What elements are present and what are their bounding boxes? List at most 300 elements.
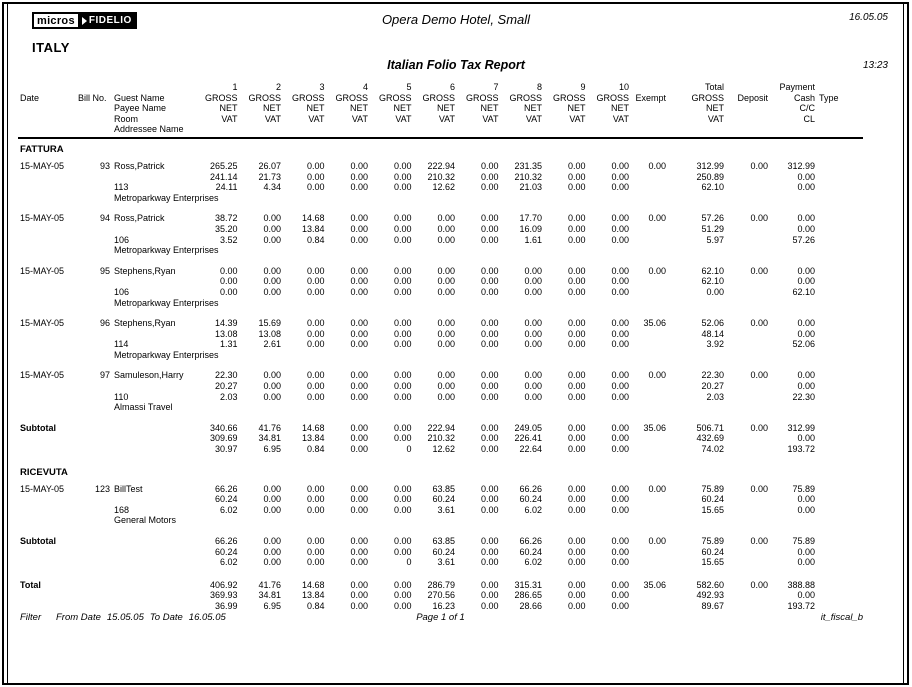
cell	[76, 381, 112, 392]
cell	[726, 172, 770, 183]
gross-header: GROSS	[378, 92, 412, 103]
cell	[631, 82, 668, 93]
vat-cell: 1.61	[524, 234, 542, 245]
gross-cell: 0.00	[611, 318, 629, 329]
vat-header: VAT	[264, 113, 281, 124]
cell	[817, 381, 843, 392]
cl-cell: 22.30	[792, 391, 815, 402]
cell	[544, 124, 588, 135]
date-cell: 15-MAY-05	[20, 483, 65, 494]
cell	[18, 298, 76, 309]
cell	[457, 515, 501, 526]
cell	[631, 276, 668, 287]
guest-name-header: Guest Name	[114, 92, 165, 103]
net-cell: 0.00	[393, 328, 412, 339]
total-net-cell: 20.27	[701, 381, 724, 392]
cell	[668, 298, 726, 309]
vat-header: VAT	[482, 113, 499, 124]
report-id: it_fiscal_b	[820, 612, 863, 623]
gross-header: GROSS	[509, 92, 542, 103]
vat-cell: 0.00	[567, 557, 586, 568]
total-gross-cell: 62.10	[701, 265, 724, 276]
cell	[726, 339, 770, 350]
gross-cell: 0.00	[567, 265, 586, 276]
net-cell: 0.00	[480, 223, 499, 234]
net-cell: 0.00	[567, 223, 586, 234]
cell	[817, 590, 843, 601]
cc-cell: 0.00	[797, 546, 815, 557]
total-gross-cell: 57.26	[701, 213, 724, 224]
net-cell: 0.00	[393, 223, 412, 234]
deposit-cell: 0.00	[750, 265, 768, 276]
total-net-header: NET	[706, 103, 724, 114]
cell	[817, 339, 843, 350]
cell	[817, 444, 843, 455]
net-cell: 0.00	[567, 171, 586, 182]
total-gross-cell: 506.71	[696, 422, 724, 433]
cell	[18, 339, 76, 350]
cell	[726, 182, 770, 193]
cell	[370, 193, 414, 204]
gross-cell: 0.00	[306, 160, 325, 171]
cell	[76, 235, 112, 246]
cell	[112, 444, 196, 455]
cell	[283, 515, 327, 526]
cell	[76, 329, 112, 340]
net-cell: 20.27	[214, 381, 238, 392]
cell	[18, 287, 76, 298]
cell	[327, 193, 371, 204]
cell	[726, 235, 770, 246]
cell	[588, 402, 632, 413]
gross-cell: 63.85	[432, 483, 455, 494]
total-vat-cell: 62.10	[701, 182, 724, 193]
cell	[817, 392, 843, 403]
total-gross-cell: 582.60	[696, 579, 724, 590]
cell	[631, 329, 668, 340]
vat-cell: 0.00	[480, 444, 499, 455]
cell	[240, 402, 284, 413]
payee-name-header: Payee Name	[114, 103, 167, 114]
gross-cell: 0.00	[480, 370, 499, 381]
bill-no-cell: 97	[99, 370, 110, 381]
vat-cell: 0.00	[306, 557, 325, 568]
to-date-label: To Date	[149, 612, 183, 623]
gross-cell: 0.00	[567, 370, 586, 381]
cell	[770, 193, 817, 204]
vat-cell: 0.00	[393, 391, 412, 402]
vat-cell: 0.00	[567, 600, 586, 611]
cell	[726, 515, 770, 526]
total-vat-cell: 3.92	[706, 339, 724, 350]
folio-row	[18, 266, 863, 308]
cell	[501, 402, 545, 413]
net-cell: 0.00	[524, 381, 542, 392]
cell	[631, 350, 668, 361]
bucket-number-header: 8	[536, 82, 542, 92]
vat-cell: 0.00	[350, 391, 368, 402]
total-vat-cell: 89.67	[701, 600, 724, 611]
cl-cell: 62.10	[792, 286, 815, 297]
net-cell: 0.00	[350, 494, 368, 505]
cell	[327, 350, 371, 361]
net-header: NET	[350, 103, 368, 114]
cell	[588, 298, 632, 309]
folio-row	[18, 213, 863, 255]
exempt-cell: 35.06	[643, 318, 666, 329]
net-cell: 0.00	[393, 494, 412, 505]
cell	[76, 601, 112, 612]
cell	[726, 298, 770, 309]
cell	[631, 339, 668, 350]
subtotal-label: Subtotal	[20, 422, 56, 433]
net-cell: 0.00	[263, 223, 281, 234]
net-header: NET	[567, 103, 586, 114]
cell	[414, 350, 458, 361]
cell	[544, 245, 588, 256]
cell	[76, 276, 112, 287]
vat-cell: 0.00	[480, 182, 499, 193]
vat-cell: 0.00	[567, 234, 586, 245]
vat-cell: 0.00	[350, 600, 368, 611]
gross-cell: 17.70	[519, 213, 542, 224]
bucket-number-header: 2	[275, 82, 281, 92]
net-cell: 0.00	[306, 328, 325, 339]
deposit-cell: 0.00	[750, 370, 768, 381]
cell	[817, 350, 843, 361]
cell	[817, 161, 843, 172]
gross-cell: 0.00	[480, 483, 499, 494]
cell	[196, 245, 240, 256]
cell	[18, 444, 76, 455]
net-cell: 34.81	[258, 590, 281, 601]
cell	[18, 182, 76, 193]
cl-header: CL	[803, 113, 815, 124]
cc-cell: 0.00	[797, 328, 815, 339]
vat-cell: 0.00	[306, 391, 325, 402]
cell	[631, 494, 668, 505]
vat-cell: 16.23	[432, 600, 455, 611]
gross-cell: 0.00	[393, 422, 412, 433]
subtotal-row	[18, 536, 863, 568]
cell	[76, 557, 112, 568]
cash-cell: 388.88	[787, 579, 815, 590]
bill-no-cell: 93	[99, 160, 110, 171]
total-net-cell: 60.24	[701, 494, 724, 505]
net-cell: 226.41	[514, 433, 542, 444]
cell	[588, 245, 632, 256]
addressee-cell: Metroparkway Enterprises	[114, 245, 219, 256]
addressee-cell: Metroparkway Enterprises	[114, 349, 219, 360]
cell	[817, 329, 843, 340]
gross-cell: 38.72	[214, 213, 238, 224]
net-header: NET	[524, 103, 542, 114]
deposit-cell: 0.00	[750, 318, 768, 329]
cell	[18, 114, 76, 125]
cell	[112, 172, 196, 183]
vat-cell: 0.00	[437, 286, 455, 297]
vat-header: VAT	[612, 113, 629, 124]
gross-cell: 0.00	[437, 318, 455, 329]
gross-cell: 66.26	[519, 536, 542, 546]
cell	[631, 557, 668, 568]
cell	[817, 235, 843, 246]
net-cell: 0.00	[611, 381, 629, 392]
cell	[817, 193, 843, 204]
hotel-title: Opera Demo Hotel, Small	[381, 12, 531, 27]
gross-cell: 41.76	[258, 579, 281, 590]
cell	[18, 329, 76, 340]
cc-cell: 0.00	[797, 276, 815, 287]
room-cell: 114	[114, 339, 129, 350]
net-cell: 0.00	[524, 276, 542, 287]
gross-header: GROSS	[422, 92, 455, 103]
vat-cell: 0.00	[263, 234, 281, 245]
gross-cell: 0.00	[437, 265, 455, 276]
net-cell: 0.00	[350, 381, 368, 392]
vat-cell: 0.00	[350, 339, 368, 350]
total-gross-cell: 75.89	[701, 483, 724, 494]
cell	[726, 114, 770, 125]
vat-cell: 6.02	[524, 504, 542, 515]
net-cell: 60.24	[519, 494, 542, 505]
cell	[76, 124, 112, 135]
date-cell: 15-MAY-05	[20, 213, 65, 224]
guest-name-cell: Stephens,Ryan	[114, 318, 176, 329]
vat-header: VAT	[525, 113, 542, 124]
vat-header: VAT	[569, 113, 586, 124]
room-cell: 110	[114, 391, 129, 402]
net-cell: 60.24	[432, 546, 455, 557]
cell	[76, 444, 112, 455]
vat-cell: 0.00	[480, 391, 499, 402]
cell	[668, 350, 726, 361]
room-cell: 106	[114, 234, 130, 245]
vat-cell: 12.62	[432, 444, 455, 455]
cell	[457, 402, 501, 413]
cell	[76, 298, 112, 309]
cell	[631, 402, 668, 413]
vat-cell: 6.02	[219, 557, 238, 568]
vat-cell: 0.00	[611, 339, 629, 350]
net-cell: 241.14	[209, 171, 238, 182]
cell	[544, 298, 588, 309]
cell	[76, 287, 112, 298]
guest-name-cell: Samuleson,Harry	[114, 370, 184, 381]
gross-cell: 0.00	[263, 265, 281, 276]
net-cell: 0.00	[567, 590, 586, 601]
vat-cell: 0.00	[306, 504, 325, 515]
cell	[196, 193, 240, 204]
cell	[631, 245, 668, 256]
cell	[631, 590, 668, 601]
net-cell: 0.00	[567, 276, 586, 287]
net-cell: 0.00	[263, 381, 281, 392]
cell	[283, 193, 327, 204]
vat-cell: 0.00	[611, 391, 629, 402]
total-vat-cell: 5.97	[706, 234, 724, 245]
gross-cell: 286.79	[427, 579, 455, 590]
net-cell: 0.00	[437, 276, 455, 287]
cell	[283, 124, 327, 135]
cell	[631, 235, 668, 246]
cell	[668, 124, 726, 135]
vat-cell: 0.00	[306, 339, 325, 350]
cell	[112, 82, 196, 93]
total-gross-cell: 52.06	[701, 318, 724, 329]
gross-cell: 66.26	[519, 483, 542, 494]
cell	[726, 433, 770, 444]
gross-cell: 22.30	[214, 370, 238, 381]
cell	[726, 329, 770, 340]
net-cell: 0.00	[480, 590, 499, 601]
net-header: NET	[306, 103, 325, 114]
net-cell: 13.84	[301, 433, 325, 444]
gross-cell: 222.94	[427, 160, 455, 171]
from-date-label: From Date	[56, 612, 101, 623]
cell	[726, 505, 770, 516]
vat-cell: 0.00	[480, 557, 499, 568]
net-cell: 0.00	[611, 171, 629, 182]
gross-cell: 0.00	[350, 422, 368, 433]
country-label: ITALY	[32, 40, 70, 55]
net-header: NET	[480, 103, 499, 114]
cash-cell: 0.00	[797, 213, 815, 224]
room-cell: 113	[114, 182, 129, 193]
cell	[631, 444, 668, 455]
gross-cell: 0.00	[393, 318, 412, 329]
cell	[588, 193, 632, 204]
vat-cell: 0.00	[480, 504, 499, 515]
cell	[18, 124, 76, 135]
exempt-cell: 35.06	[643, 579, 666, 590]
logo-fidelio-text: FIDELIO	[88, 15, 132, 26]
net-cell: 0.00	[263, 276, 281, 287]
bucket-number-header: 4	[362, 82, 368, 92]
cell	[414, 298, 458, 309]
cell	[770, 124, 817, 135]
net-cell: 0.00	[350, 590, 368, 601]
gross-cell: 14.68	[301, 579, 325, 590]
cell	[76, 193, 112, 204]
vat-cell: 0.00	[350, 286, 368, 297]
net-cell: 0.00	[567, 433, 586, 444]
cell	[726, 547, 770, 558]
total-net-cell: 432.69	[696, 433, 724, 444]
cell	[18, 505, 76, 516]
vat-cell: 4.34	[263, 182, 281, 193]
vat-cell: 0.00	[611, 234, 629, 245]
gross-cell: 0.00	[306, 536, 325, 546]
net-cell: 286.65	[514, 590, 542, 601]
cell	[112, 590, 196, 601]
net-cell: 0.00	[567, 546, 586, 557]
cell	[817, 114, 843, 125]
net-cell: 13.84	[301, 223, 325, 234]
total-gross-cell: 22.30	[701, 370, 724, 381]
cell	[726, 193, 770, 204]
total-vat-cell: 74.02	[701, 444, 724, 455]
cell	[196, 298, 240, 309]
cc-cell: 0.00	[797, 590, 815, 601]
cell	[18, 433, 76, 444]
cell	[370, 515, 414, 526]
date-cell: 15-MAY-05	[20, 265, 65, 276]
gross-cell: 14.68	[301, 213, 325, 224]
gross-cell: 0.00	[263, 213, 281, 224]
cell	[544, 350, 588, 361]
gross-cell: 0.00	[219, 265, 238, 276]
cell	[770, 515, 817, 526]
cell	[817, 82, 843, 93]
cell	[726, 276, 770, 287]
vat-cell: 0.00	[306, 182, 325, 193]
guest-name-cell: Stephens,Ryan	[114, 265, 176, 276]
addressee-cell: Almassi Travel	[114, 402, 173, 413]
cash-cell: 0.00	[797, 370, 815, 381]
cell	[76, 182, 112, 193]
cell	[817, 580, 843, 591]
gross-cell: 0.00	[611, 370, 629, 381]
cell	[817, 213, 843, 224]
cell	[112, 423, 196, 434]
addressee-name-header: Addressee Name	[114, 124, 184, 135]
exempt-cell: 0.00	[648, 160, 666, 171]
vat-cell: 1.31	[219, 339, 238, 350]
cell	[817, 172, 843, 183]
gross-cell: 0.00	[263, 483, 281, 494]
cell	[726, 245, 770, 256]
cell	[726, 590, 770, 601]
total-header: Total	[704, 82, 724, 92]
net-cell: 0.00	[306, 171, 325, 182]
cell	[370, 245, 414, 256]
net-cell: 0.00	[480, 494, 499, 505]
net-cell: 0.00	[306, 494, 325, 505]
vat-cell: 0.00	[480, 234, 499, 245]
gross-header: GROSS	[465, 92, 499, 103]
cash-cell: 312.99	[787, 422, 815, 433]
vat-cell: 0.00	[567, 286, 586, 297]
cell	[18, 235, 76, 246]
cell	[817, 370, 843, 381]
cell	[631, 515, 668, 526]
gross-cell: 0.00	[567, 579, 586, 590]
cell	[18, 402, 76, 413]
cell	[76, 245, 112, 256]
vat-cell: 0.00	[393, 286, 412, 297]
net-cell: 0.00	[393, 433, 412, 444]
header-rule	[18, 137, 863, 139]
date-cell: 15-MAY-05	[20, 318, 65, 329]
cl-cell: 0.00	[797, 504, 815, 515]
cell	[76, 515, 112, 526]
vat-cell: 0.00	[437, 339, 455, 350]
net-cell: 0.00	[350, 546, 368, 557]
cell	[18, 172, 76, 183]
total-gross-cell: 312.99	[696, 160, 724, 171]
cell	[726, 392, 770, 403]
cell	[76, 580, 112, 591]
bucket-number-header: 7	[493, 82, 499, 92]
cell	[18, 590, 76, 601]
vat-cell: 0.00	[350, 444, 368, 455]
cell	[817, 433, 843, 444]
net-cell: 0.00	[393, 590, 412, 601]
cl-cell: 57.26	[792, 234, 815, 245]
type-header: Type	[819, 92, 839, 103]
net-cell: 0.00	[480, 381, 499, 392]
